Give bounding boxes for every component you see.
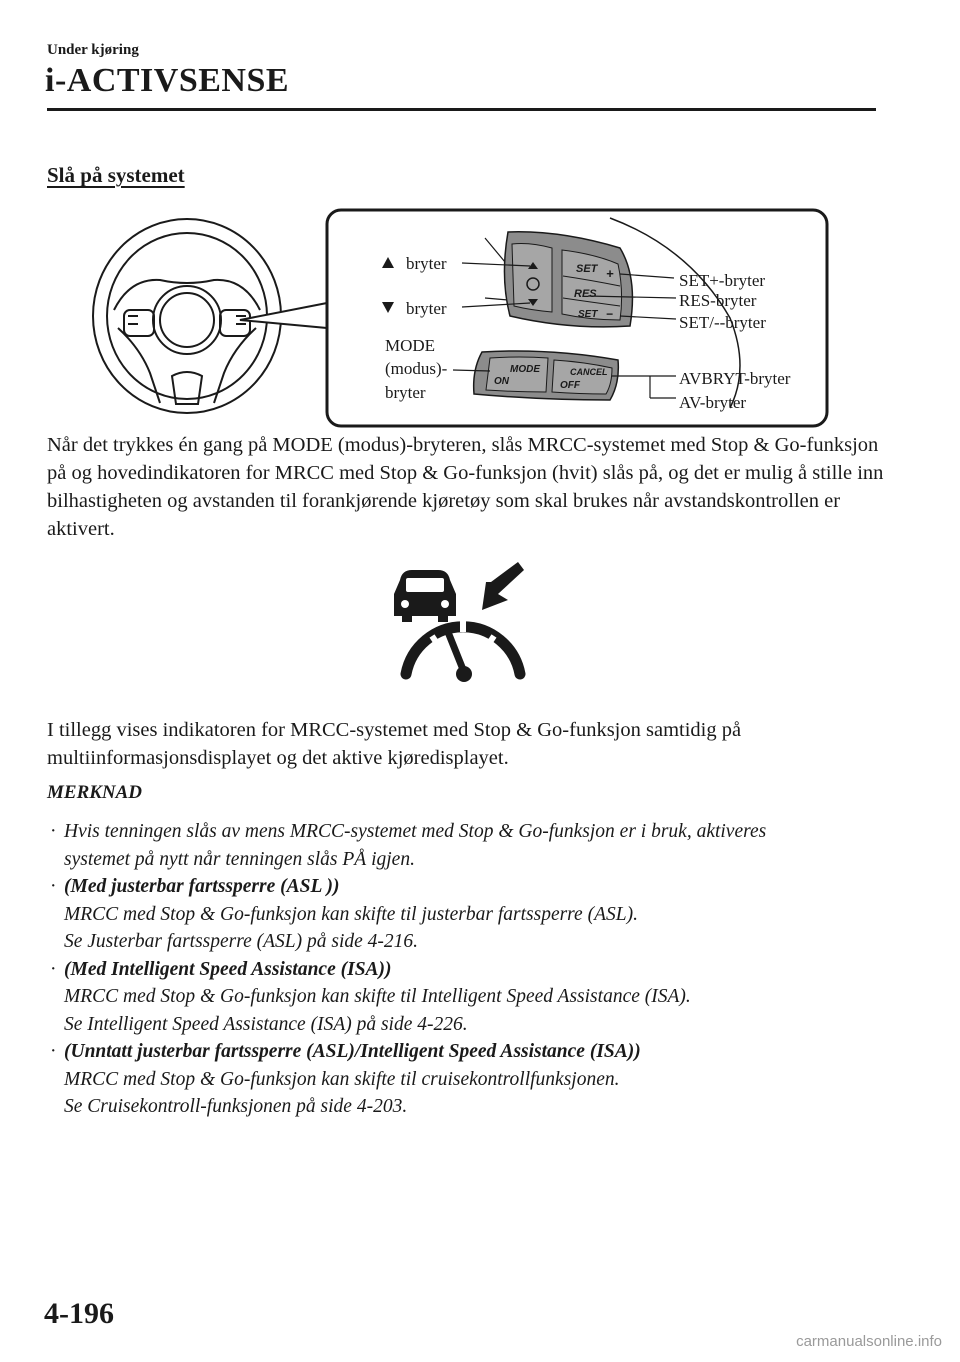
res-button-label: RES <box>574 288 597 300</box>
bullet-icon: · <box>50 1041 57 1062</box>
steering-wheel-illustration <box>93 219 281 413</box>
note-text: systemet på nytt når tenningen slås PÅ igjen. <box>64 848 415 870</box>
note-title: MERKNAD <box>47 782 143 803</box>
page-number: 4-196 <box>44 1297 114 1330</box>
cancel-button-label: CANCEL <box>570 367 608 377</box>
note-item <box>47 1038 907 1121</box>
upper-switch-cluster <box>504 232 632 327</box>
note-list <box>47 818 907 1121</box>
note-text: MRCC med Stop & Go-funksjon kan skifte til Intelligent Speed Assistance (ISA). <box>64 986 691 1007</box>
watermark: carmanualsonline.info <box>796 1333 942 1350</box>
callout-set-minus: SET/--bryter <box>679 313 766 332</box>
callout-mode-line3: bryter <box>385 383 426 402</box>
mode-button-label: MODE <box>510 364 540 375</box>
note-text: MRCC med Stop & Go-funksjon kan skifte til cruisekontrollfunksjonen. <box>64 1068 620 1090</box>
mrcc-indicator-icon <box>386 560 526 686</box>
body-paragraph-1: Når det trykkes én gang på MODE (modus)-bryteren, slås MRCC-systemet med Stop & Go-funksjon på og hovedindikatoren for MRCC med Stop & Go-funksjon (hvit) slås på, og det er mulig å stille inn bilhastigheten og avstanden til forankjørende kjøretøy som skal brukes når avstandskontrollen er aktivert. <box>47 434 884 540</box>
minus-sign: − <box>606 307 614 321</box>
set-minus-button-label: SET <box>578 309 598 320</box>
callout-mode-line1: MODE <box>385 336 436 355</box>
body-paragraph-2: I tillegg vises indikatoren for MRCC-systemet med Stop & Go-funksjon samtidig på multiinformasjonsdisplayet og det aktive kjøredisplayet. <box>47 719 742 769</box>
on-label: ON <box>494 376 509 387</box>
note-item <box>47 873 907 956</box>
off-label: OFF <box>560 380 580 391</box>
callout-down: bryter <box>406 299 447 318</box>
bullet-icon: · <box>50 821 57 842</box>
note-heading: (Med justerbar fartssperre (ASL )) <box>64 876 340 897</box>
steering-wheel-switch-diagram <box>90 208 830 430</box>
callout-set-plus: SET+-bryter <box>679 271 766 290</box>
plus-sign: + <box>606 266 614 281</box>
bullet-icon: · <box>50 958 57 980</box>
note-reference: Se Cruisekontroll-funksjonen på side 4-203. <box>64 1096 408 1117</box>
lower-switch-cluster <box>474 351 619 400</box>
note-heading: (Med Intelligent Speed Assistance (ISA)) <box>64 958 392 980</box>
note-item <box>47 956 907 1039</box>
note-reference: Se Intelligent Speed Assistance (ISA) på side 4-226. <box>64 1013 468 1035</box>
note-heading: (Unntatt justerbar fartssperre (ASL)/Intelligent Speed Assistance (ISA)) <box>64 1041 641 1062</box>
header-rule <box>47 108 876 111</box>
bullet-icon: · <box>50 876 57 897</box>
note-text: MRCC med Stop & Go-funksjon kan skifte til justerbar fartssperre (ASL). <box>64 903 638 925</box>
page-title: i-ACTIVSENSE <box>45 62 290 99</box>
callout-res: RES-bryter <box>679 291 757 310</box>
callout-off: AV-bryter <box>679 393 747 412</box>
callout-cancel: AVBRYT-bryter <box>679 369 791 388</box>
callout-mode-line2: (modus)- <box>385 359 448 378</box>
chapter-label: Under kjøring <box>47 42 139 58</box>
note-reference: Se Justerbar fartssperre (ASL) på side 4-216. <box>64 931 419 952</box>
note-item <box>47 818 907 873</box>
section-heading: Slå på systemet <box>47 163 185 187</box>
zoom-pointer <box>240 303 327 328</box>
callout-up: bryter <box>406 254 447 273</box>
note-text: Hvis tenningen slås av mens MRCC-systemet med Stop & Go-funksjon er i bruk, aktiveres <box>64 821 767 842</box>
set-plus-button-label: SET <box>576 263 598 275</box>
